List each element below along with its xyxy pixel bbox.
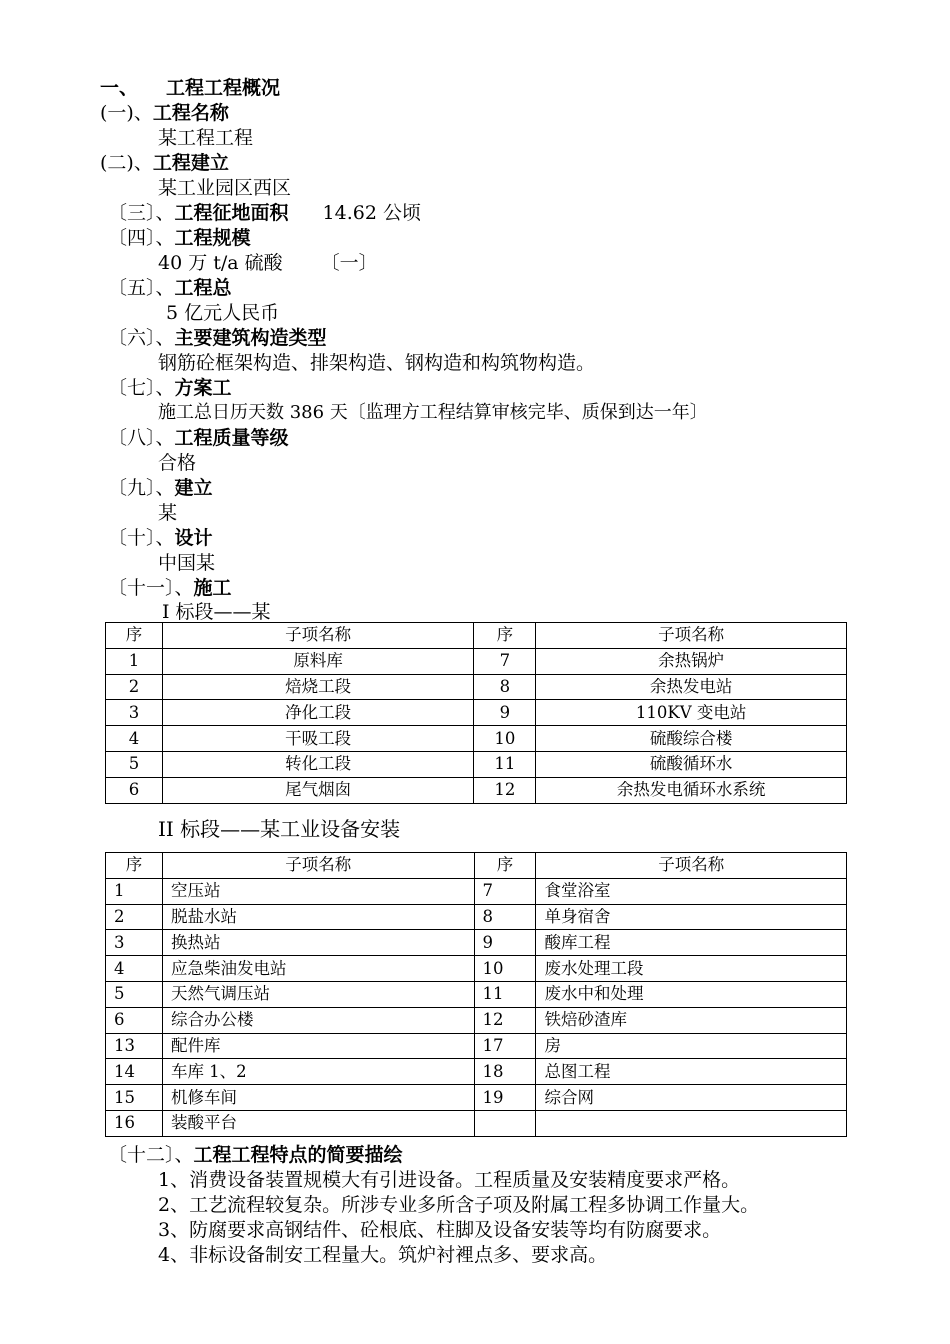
table-header-cell: 子项名称 bbox=[162, 853, 474, 879]
table-header-cell: 子项名称 bbox=[536, 853, 847, 879]
item-3-label: 〔三〕、 bbox=[108, 202, 175, 224]
table-cell: 净化工段 bbox=[162, 700, 473, 726]
table-cell: 综合网 bbox=[536, 1085, 847, 1111]
table-cell: 11 bbox=[474, 751, 536, 777]
table-cell: 装酸平台 bbox=[162, 1110, 474, 1136]
table-cell: 3 bbox=[106, 930, 163, 956]
item-2-label: (二)、 bbox=[100, 152, 153, 174]
table-2 bbox=[105, 852, 847, 1137]
table-header-cell: 序 bbox=[474, 623, 536, 649]
table-cell: 11 bbox=[474, 981, 536, 1007]
table-header-cell: 序 bbox=[106, 623, 163, 649]
table-cell: 房 bbox=[536, 1033, 847, 1059]
table-row bbox=[106, 751, 847, 777]
item-6-title: 主要建筑构造类型 bbox=[174, 327, 327, 349]
table-1 bbox=[105, 622, 847, 804]
table-cell: 18 bbox=[474, 1059, 536, 1085]
table-cell bbox=[536, 1110, 847, 1136]
item-8-title: 工程质量等级 bbox=[174, 427, 289, 449]
section-1-number: 一、 bbox=[100, 77, 139, 99]
table-cell: 7 bbox=[474, 648, 536, 674]
table-cell: 原料库 bbox=[162, 648, 473, 674]
table-cell: 10 bbox=[474, 956, 536, 982]
item-9-value: 某 bbox=[158, 502, 178, 524]
item-4-value: 40 万 t/a 硫酸 bbox=[158, 252, 283, 274]
table-cell: 应急柴油发电站 bbox=[162, 956, 474, 982]
section-1-title: 工程工程概况 bbox=[166, 77, 281, 99]
table-cell: 2 bbox=[106, 904, 163, 930]
table-cell: 1 bbox=[106, 648, 163, 674]
item-8-label: 〔八〕、 bbox=[108, 427, 175, 449]
table-cell: 空压站 bbox=[162, 878, 474, 904]
item-1-title: 工程名称 bbox=[152, 102, 229, 124]
table-cell: 机修车间 bbox=[162, 1085, 474, 1111]
table-cell: 酸库工程 bbox=[536, 930, 847, 956]
section-12-heading bbox=[108, 1143, 403, 1167]
item-9-title: 建立 bbox=[174, 477, 213, 499]
item-4-heading bbox=[108, 226, 251, 250]
item-4-title: 工程规模 bbox=[174, 227, 251, 249]
item-8-heading bbox=[108, 426, 289, 450]
table-cell: 食堂浴室 bbox=[536, 878, 847, 904]
point-1: 1、消费设备装置规模大有引进设备。工程质量及安装精度要求严格。 bbox=[158, 1169, 741, 1191]
item-10-label: 〔十〕、 bbox=[108, 527, 175, 549]
table-row bbox=[106, 726, 847, 752]
table-row bbox=[106, 1085, 847, 1111]
table-cell: 6 bbox=[106, 1007, 163, 1033]
item-5-label: 〔五〕、 bbox=[108, 277, 175, 299]
table-row bbox=[106, 1059, 847, 1085]
table-cell: 硫酸综合楼 bbox=[536, 726, 847, 752]
item-10-value: 中国某 bbox=[158, 552, 216, 574]
table-header-row bbox=[106, 853, 847, 879]
table-row bbox=[106, 904, 847, 930]
item-1-value: 某工程工程 bbox=[158, 127, 254, 149]
item-2-value: 某工业园区西区 bbox=[158, 177, 292, 199]
table-cell: 10 bbox=[474, 726, 536, 752]
table-cell: 12 bbox=[474, 777, 536, 803]
item-7-title: 方案工 bbox=[174, 377, 232, 399]
table-cell: 13 bbox=[106, 1033, 163, 1059]
table-cell: 干吸工段 bbox=[162, 726, 473, 752]
table-cell: 配件库 bbox=[162, 1033, 474, 1059]
item-4-value-line bbox=[158, 251, 378, 275]
table-cell: 5 bbox=[106, 751, 163, 777]
table-row bbox=[106, 1110, 847, 1136]
item-3-heading bbox=[108, 201, 421, 225]
point-2: 2、工艺流程较复杂。所涉专业多所含子项及附属工程多协调工作量大。 bbox=[158, 1194, 760, 1216]
table-row bbox=[106, 981, 847, 1007]
table-cell: 转化工段 bbox=[162, 751, 473, 777]
table-row bbox=[106, 700, 847, 726]
table-cell: 硫酸循环水 bbox=[536, 751, 847, 777]
table-cell: 余热发电站 bbox=[536, 674, 847, 700]
section-1-heading bbox=[100, 76, 280, 100]
table-cell: 1 bbox=[106, 878, 163, 904]
table-1-caption: Ⅰ 标段——某 bbox=[162, 601, 271, 623]
item-2-title: 工程建立 bbox=[152, 152, 229, 174]
table-2-caption: II 标段——某工业设备安装 bbox=[158, 817, 401, 841]
table-header-cell: 序 bbox=[106, 853, 163, 879]
item-7-label: 〔七〕、 bbox=[108, 377, 175, 399]
item-4-extra: 〔一〕 bbox=[320, 252, 378, 274]
item-11-heading bbox=[108, 576, 232, 600]
item-6-value: 钢筋砼框架构造、排架构造、钢构造和构筑物构造。 bbox=[158, 352, 596, 374]
table-row bbox=[106, 1007, 847, 1033]
table-cell: 余热发电循环水系统 bbox=[536, 777, 847, 803]
table-cell: 12 bbox=[474, 1007, 536, 1033]
item-5-title: 工程总 bbox=[174, 277, 232, 299]
table-cell: 天然气调压站 bbox=[162, 981, 474, 1007]
item-7-value: 施工总日历天数 386 天〔监理方工程结算审核完毕、质保到达一年〕 bbox=[158, 402, 708, 423]
table-row bbox=[106, 1033, 847, 1059]
item-9-heading bbox=[108, 476, 213, 500]
item-7-heading bbox=[108, 376, 232, 400]
table-cell: 换热站 bbox=[162, 930, 474, 956]
table-cell: 废水中和处理 bbox=[536, 981, 847, 1007]
table-header-cell: 子项名称 bbox=[536, 623, 847, 649]
item-9-label: 〔九〕、 bbox=[108, 477, 175, 499]
section-12-title: 工程工程特点的简要描绘 bbox=[193, 1144, 403, 1166]
item-11-title: 施工 bbox=[193, 577, 232, 599]
table-cell: 3 bbox=[106, 700, 163, 726]
table-cell: 4 bbox=[106, 956, 163, 982]
table-cell: 余热锅炉 bbox=[536, 648, 847, 674]
item-5-value: 5 亿元人民币 bbox=[166, 302, 280, 324]
point-3: 3、防腐要求高钢结件、砼根底、柱脚及设备安装等均有防腐要求。 bbox=[158, 1219, 722, 1241]
table-cell: 总图工程 bbox=[536, 1059, 847, 1085]
table-cell: 4 bbox=[106, 726, 163, 752]
table-cell: 综合办公楼 bbox=[162, 1007, 474, 1033]
table-cell: 8 bbox=[474, 904, 536, 930]
item-6-label: 〔六〕、 bbox=[108, 327, 175, 349]
table-cell: 14 bbox=[106, 1059, 163, 1085]
item-10-heading bbox=[108, 526, 213, 550]
item-5-heading bbox=[108, 276, 232, 300]
table-cell: 2 bbox=[106, 674, 163, 700]
table-header-cell: 子项名称 bbox=[162, 623, 473, 649]
table-cell: 废水处理工段 bbox=[536, 956, 847, 982]
table-cell: 铁焙砂渣库 bbox=[536, 1007, 847, 1033]
item-6-heading bbox=[108, 326, 327, 350]
table-header-row bbox=[106, 623, 847, 649]
table-row bbox=[106, 648, 847, 674]
table-cell bbox=[474, 1110, 536, 1136]
table-cell: 尾气烟囱 bbox=[162, 777, 473, 803]
table-row bbox=[106, 878, 847, 904]
table-cell: 16 bbox=[106, 1110, 163, 1136]
table-cell: 15 bbox=[106, 1085, 163, 1111]
item-8-value: 合格 bbox=[158, 452, 197, 474]
table-row bbox=[106, 674, 847, 700]
point-4: 4、非标设备制安工程量大。筑炉衬裡点多、要求高。 bbox=[158, 1244, 608, 1266]
table-row bbox=[106, 930, 847, 956]
table-cell: 焙烧工段 bbox=[162, 674, 473, 700]
table-row bbox=[106, 956, 847, 982]
item-3-value: 14.62 公顷 bbox=[322, 202, 421, 224]
table-cell: 110KV 变电站 bbox=[536, 700, 847, 726]
table-header-cell: 序 bbox=[474, 853, 536, 879]
table-cell: 6 bbox=[106, 777, 163, 803]
item-4-label: 〔四〕、 bbox=[108, 227, 175, 249]
item-10-title: 设计 bbox=[174, 527, 213, 549]
table-cell: 9 bbox=[474, 930, 536, 956]
table-cell: 5 bbox=[106, 981, 163, 1007]
table-cell: 19 bbox=[474, 1085, 536, 1111]
item-1-label: (一)、 bbox=[100, 102, 153, 124]
table-cell: 脱盐水站 bbox=[162, 904, 474, 930]
table-cell: 单身宿舍 bbox=[536, 904, 847, 930]
table-cell: 车库 1、2 bbox=[162, 1059, 474, 1085]
table-cell: 9 bbox=[474, 700, 536, 726]
item-1-heading bbox=[100, 101, 229, 125]
table-cell: 17 bbox=[474, 1033, 536, 1059]
item-2-heading bbox=[100, 151, 229, 175]
table-row bbox=[106, 777, 847, 803]
table-cell: 8 bbox=[474, 674, 536, 700]
section-12-label: 〔十二〕、 bbox=[108, 1144, 194, 1166]
table-cell: 7 bbox=[474, 878, 536, 904]
item-3-title: 工程征地面积 bbox=[174, 202, 289, 224]
item-11-label: 〔十一〕、 bbox=[108, 577, 194, 599]
